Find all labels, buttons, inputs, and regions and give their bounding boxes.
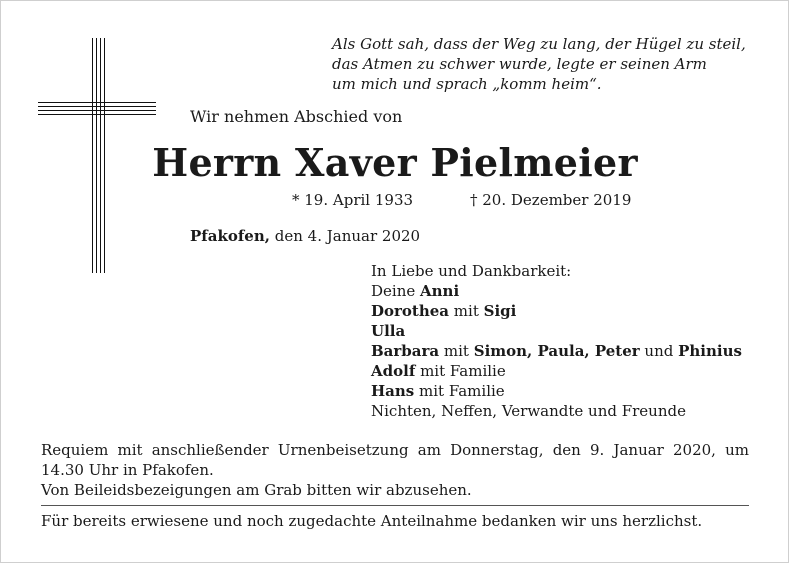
mourner-name: Simon, Paula, Peter (473, 342, 640, 360)
intro-text: Wir nehmen Abschied von (190, 107, 403, 126)
mourner-name: Hans (371, 382, 415, 400)
divider (41, 505, 749, 506)
mourners-list (371, 261, 742, 421)
mourner-line (371, 321, 742, 341)
mourner-name: Phinius (678, 342, 742, 360)
birth-date: * 19. April 1933 (292, 191, 414, 209)
mourner-line (371, 301, 742, 321)
mourner-text: mit (449, 302, 484, 320)
condolence-note: Von Beileidsbezeigungen am Grab bitten wir abzusehen. (41, 481, 472, 499)
death-date: † 20. Dezember 2019 (470, 191, 632, 209)
mourner-name: Anni (420, 282, 460, 300)
mourners-heading: In Liebe und Dankbarkeit: (371, 262, 572, 280)
requiem-text: Requiem mit anschließender Urnenbeisetzung am Donnerstag, den 9. Januar 2020, um 14.30 Uhr in Pfakofen. (41, 441, 749, 479)
mourner-name: Barbara (371, 342, 440, 360)
mourner-name: Ulla (371, 322, 406, 340)
place-date-text: den 4. Januar 2020 (269, 227, 421, 245)
mourner-name: Sigi (483, 302, 517, 320)
mourner-text: mit (439, 342, 474, 360)
poem (332, 34, 746, 94)
place-town: Pfakofen, (190, 227, 270, 245)
mourner-name: Adolf (371, 362, 416, 380)
mourner-line (371, 381, 742, 401)
mourner-line (371, 281, 742, 301)
thanks-text: Für bereits erwiesene und noch zugedachte Anteilnahme bedanken wir uns herzlichst. (41, 512, 703, 530)
mourner-text: mit Familie (414, 382, 505, 400)
deceased-name: Herrn Xaver Pielmeier (152, 140, 638, 185)
mourner-text: und (639, 342, 679, 360)
poem-line: das Atmen zu schwer wurde, legte er seinen Arm (332, 55, 707, 73)
mourner-text: mit Familie (415, 362, 506, 380)
mourner-text: Deine (371, 282, 421, 300)
mourner-line (371, 361, 742, 381)
mourner-line (371, 341, 742, 361)
poem-line: um mich und sprach „komm heim“. (332, 75, 602, 93)
place-date (190, 227, 420, 245)
poem-line: Als Gott sah, dass der Weg zu lang, der Hügel zu steil, (332, 35, 746, 53)
mourner-line: Nichten, Neffen, Verwandte und Freunde (371, 402, 686, 420)
mourner-name: Dorothea (371, 302, 450, 320)
